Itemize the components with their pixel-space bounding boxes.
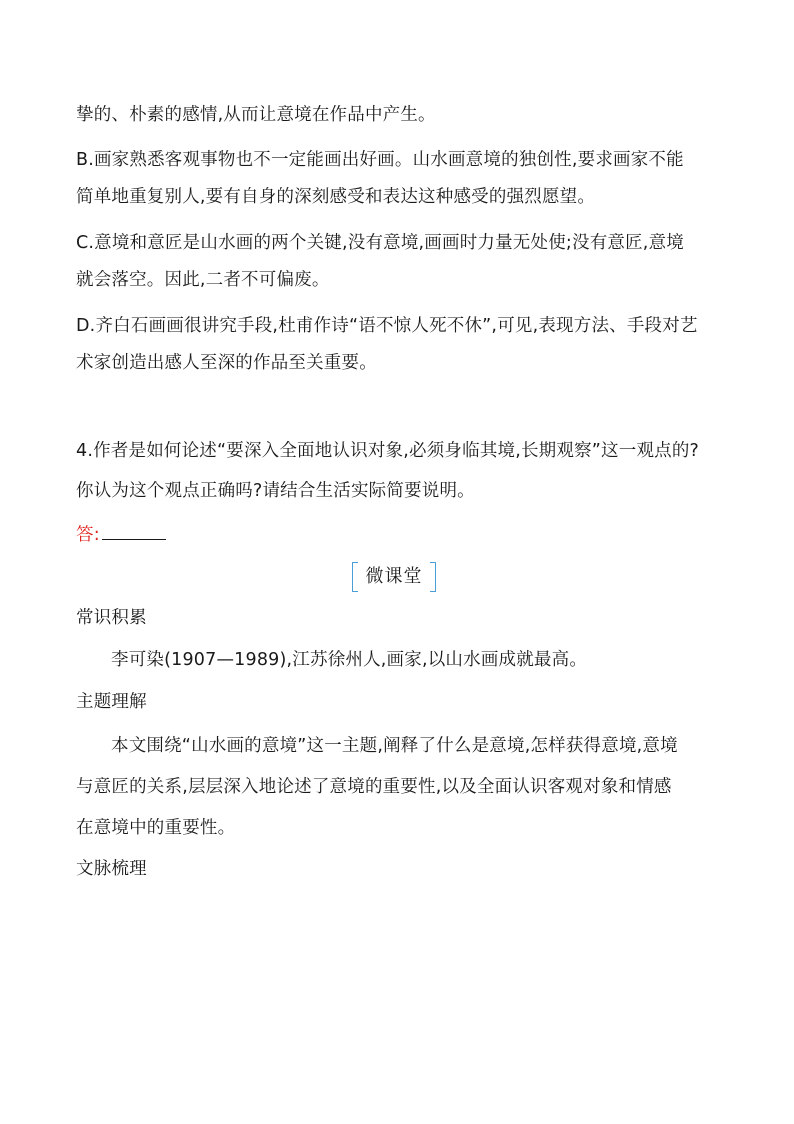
option-d-line-2: 术家创造出感人至深的作品至关重要。 xyxy=(76,353,377,373)
option-c-line-2: 就会落空。因此,二者不可偏废。 xyxy=(76,270,330,290)
theme-text-line-2: 与意匠的关系,层层深入地论述了意境的重要性,以及全面认识客观对象和情感 xyxy=(76,777,672,797)
theme-text-line-3: 在意境中的重要性。 xyxy=(76,818,236,838)
right-bracket-decoration xyxy=(430,562,436,592)
section-title-box xyxy=(352,562,436,592)
section-title: 微课堂 xyxy=(365,566,423,587)
heading-theme-understanding: 主题理解 xyxy=(76,692,147,712)
option-d-line-1: D.齐白石画画很讲究手段,杜甫作诗“语不惊人死不休”,可见,表现方法、手段对艺 xyxy=(76,316,698,336)
common-knowledge-text: 李可染(1907—1989),江苏徐州人,画家,以山水画成就最高。 xyxy=(111,650,588,670)
heading-common-knowledge: 常识积累 xyxy=(76,608,147,628)
option-b-line-1: B.画家熟悉客观事物也不一定能画出好画。山水画意境的独创性,要求画家不能 xyxy=(76,150,684,170)
paragraph-line-option-a-end: 挚的、朴素的感情,从而让意境在作品中产生。 xyxy=(76,105,436,125)
answer-row xyxy=(76,521,736,547)
answer-label: 答: xyxy=(76,525,100,545)
left-bracket-decoration xyxy=(352,562,358,592)
question-4-line-1: 4.作者是如何论述“要深入全面地认识对象,必须身临其境,长期观察”这一观点的? xyxy=(76,441,700,461)
heading-text-structure: 文脉梳理 xyxy=(76,859,147,879)
answer-blank-line[interactable] xyxy=(102,521,166,540)
theme-text-line-1: 本文围绕“山水画的意境”这一主题,阐释了什么是意境,怎样获得意境,意境 xyxy=(111,736,678,756)
question-4-line-2: 你认为这个观点正确吗?请结合生活实际简要说明。 xyxy=(76,481,475,501)
option-c-line-1: C.意境和意匠是山水画的两个关键,没有意境,画画时力量无处使;没有意匠,意境 xyxy=(76,233,684,253)
option-b-line-2: 简单地重复别人,要有自身的深刻感受和表达这种感受的强烈愿望。 xyxy=(76,187,596,207)
